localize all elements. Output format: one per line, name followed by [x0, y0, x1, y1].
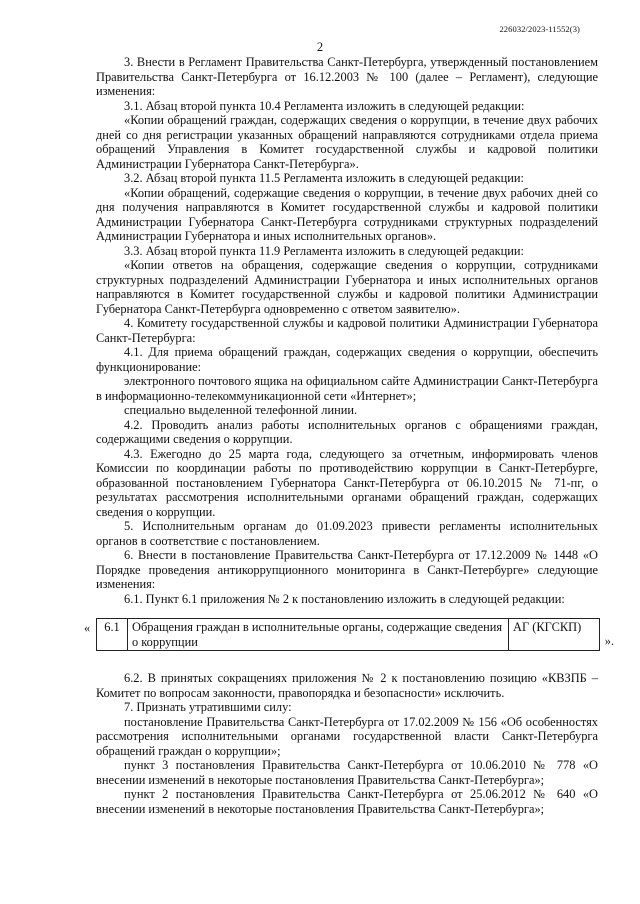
- paragraph: «Копии обращений граждан, содержащих сведения о коррупции, в течение двух рабочих дней со дня регистрации указанных обращений направляются сотрудниками отдела приема обращений Управления в Комитет государственной службы и кадровой политики Администрации Губернатора Санкт-Петербурга».: [96, 113, 598, 171]
- paragraph: 4.3. Ежегодно до 25 марта года, следующего за отчетным, информировать членов Комиссии по координации работы по противодействию коррупции в Санкт-Петербурге, образованной постановлением Губернатора Санкт-Петербурга от 06.10.2015 № 71-пг, о результатах рассмотрения исполнительными органами обращений граждан, содержащих сведения о коррупции.: [96, 446, 598, 519]
- paragraph: 4.2. Проводить анализ работы исполнительных органов с обращениями граждан, содержащими сведения о коррупции.: [96, 417, 598, 446]
- open-quote: «: [84, 621, 91, 635]
- paragraph: «Копии обращений, содержащие сведения о коррупции, в течение двух рабочих дней со дня получения направляются в Комитет государственной службы и кадровой политики Администрации Губернатора Санкт-Петербурга сотрудниками структурных подразделений Администрации Губернатора и иных исполнительных органов».: [96, 185, 598, 243]
- paragraph: 3.2. Абзац второй пункта 11.5 Регламента изложить в следующей редакции:: [124, 171, 524, 185]
- paragraph: специально выделенной телефонной линии.: [124, 403, 358, 417]
- paragraph: 5. Исполнительным органам до 01.09.2023 привести регламенты исполнительных органов в соответствие с постановлением.: [96, 519, 598, 548]
- paragraph: электронного почтового ящика на официальном сайте Администрации Санкт-Петербурга в информационно-телекоммуникационной сети «Интернет»;: [96, 374, 598, 403]
- paragraph: 6.2. В принятых сокращениях приложения № 2 к постановлению позицию «КВЗПБ – Комитет по вопросам законности, правопорядка и безопасности» исключить.: [96, 671, 598, 700]
- close-quote: ».: [604, 634, 614, 648]
- paragraph: постановление Правительства Санкт-Петербурга от 17.02.2009 № 156 «Об особенностях рассмотрения исполнительными органами государственной власти Санкт-Петербурга обращений граждан о коррупции»;: [96, 714, 598, 758]
- paragraph: 3.3. Абзац второй пункта 11.9 Регламента изложить в следующей редакции:: [124, 243, 524, 258]
- page-number: 2: [316, 40, 324, 54]
- paragraph: 4. Комитету государственной службы и кадровой политики Администрации Губернатора Санкт-Петербурга:: [96, 316, 598, 345]
- document-body: [84, 55, 614, 816]
- table-row: [97, 619, 600, 651]
- table-cell-number: 6.1: [97, 619, 128, 651]
- paragraph: 6. Внести в постановление Правительства Санкт-Петербурга от 17.12.2009 № 1448 «О Порядке проведения антикоррупционного мониторинга в Санкт-Петербурге» следующие изменения:: [96, 548, 598, 591]
- amendment-table-wrapper: [84, 618, 614, 651]
- paragraph: 3. Внести в Регламент Правительства Санкт-Петербурга, утвержденный постановлением Правительства Санкт-Петербурга от 16.12.2003 № 100 (далее – Регламент), следующие изменения:: [96, 55, 598, 98]
- paragraph: «Копии ответов на обращения, содержащие сведения о коррупции, сотрудниками структурных подразделений Администрации Губернатора и иных исполнительных органов направляются в Комитет государственной службы и кадровой политики Администрации Губернатора Санкт-Петербурга одновременно с ответом заявителю».: [96, 258, 598, 316]
- amendment-table: [96, 618, 600, 651]
- paragraph: пункт 3 постановления Правительства Санкт-Петербурга от 10.06.2010 № 778 «О внесении изменений в некоторые постановления Правительства Санкт-Петербурга»;: [96, 758, 598, 787]
- paragraph: 7. Признать утратившими силу:: [124, 700, 292, 714]
- paragraph: 3.1. Абзац второй пункта 10.4 Регламента изложить в следующей редакции:: [124, 98, 525, 113]
- document-number: 226032/2023-11552(3): [499, 24, 580, 34]
- table-cell-code: АГ (КГСКП): [509, 619, 600, 651]
- paragraph: 4.1. Для приема обращений граждан, содержащих сведения о коррупции, обеспечить функционирование:: [96, 345, 598, 374]
- paragraph: пункт 2 постановления Правительства Санкт-Петербурга от 25.06.2012 № 640 «О внесении изменений в некоторые постановления Правительства Санкт-Петербурга»;: [96, 787, 598, 816]
- paragraph: 6.1. Пункт 6.1 приложения № 2 к постановлению изложить в следующей редакции:: [124, 591, 565, 606]
- table-cell-text: Обращения граждан в исполнительные органы, содержащие сведения о коррупции: [128, 619, 509, 651]
